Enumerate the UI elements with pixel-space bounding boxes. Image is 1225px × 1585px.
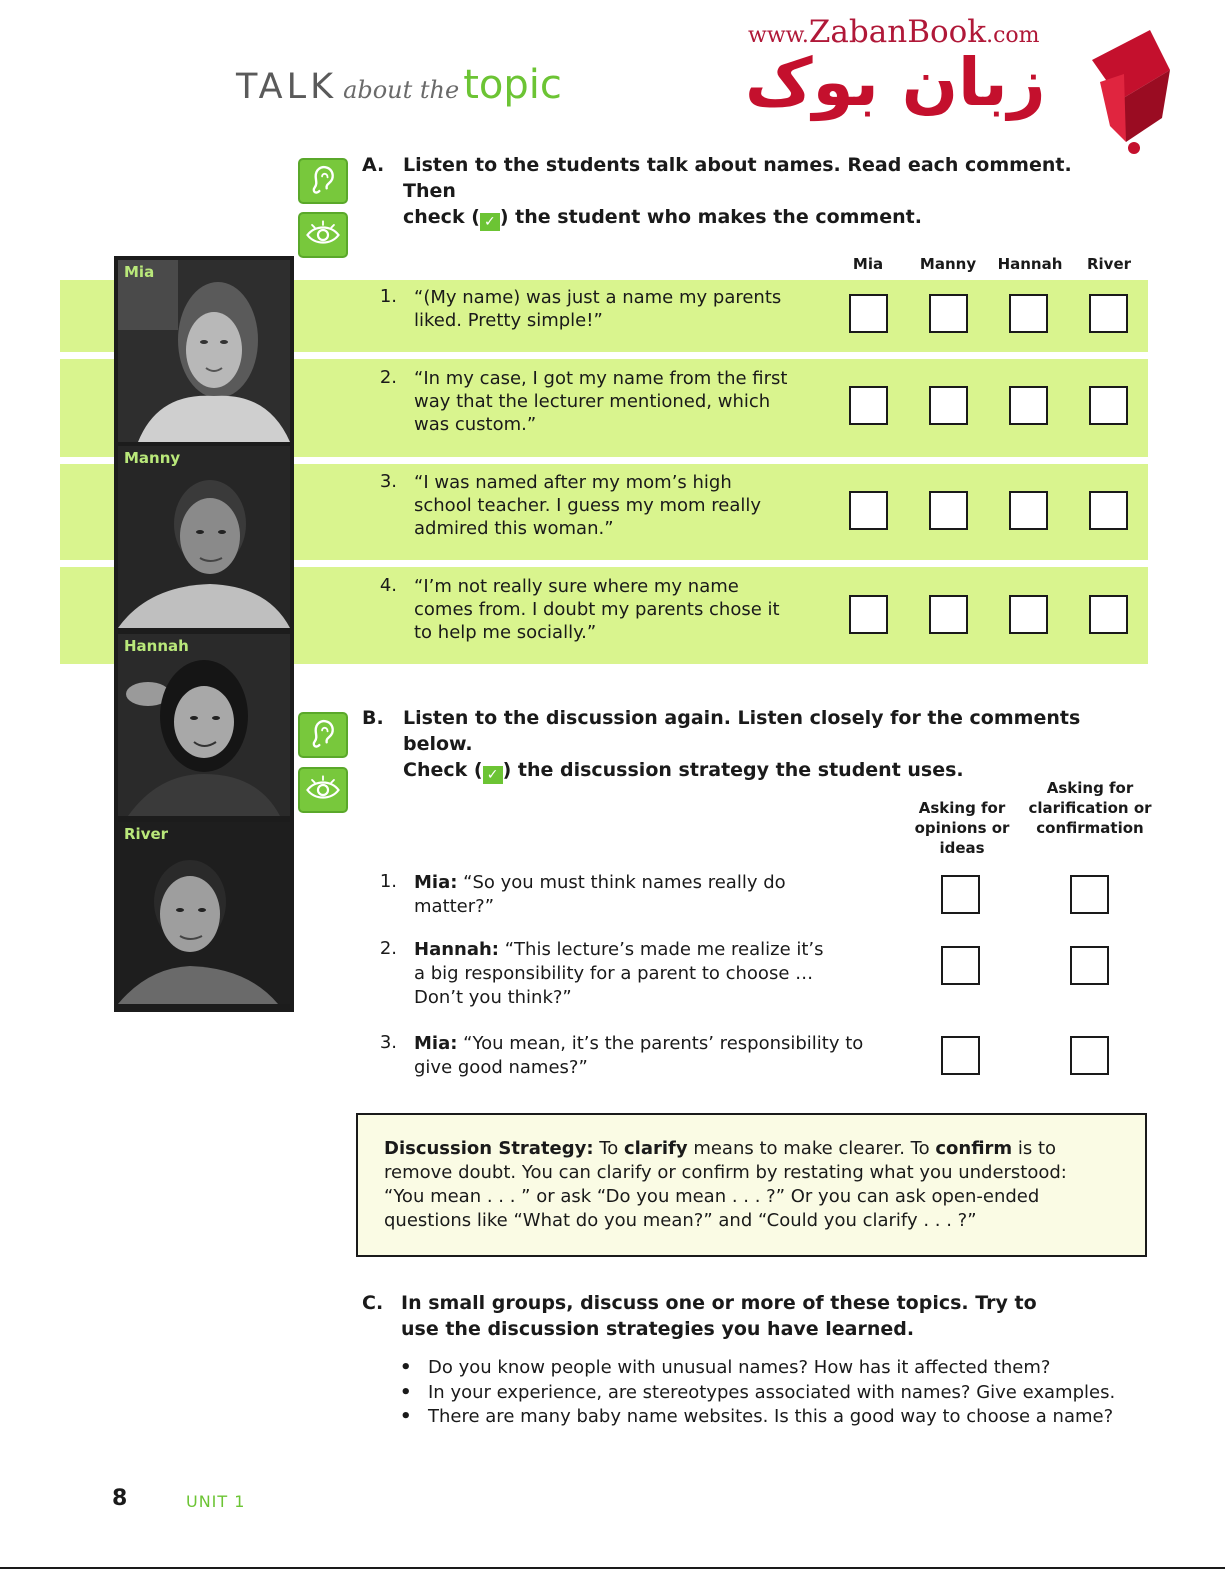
- strategy-clarify: clarify: [623, 1138, 688, 1159]
- watermark-logo: زبان بوک: [745, 44, 1046, 121]
- checkmark-icon: ✓: [480, 213, 500, 231]
- section-b-letter: B.: [362, 707, 384, 729]
- eye-icon: [298, 767, 348, 813]
- checkbox-b1-clarification[interactable]: [1070, 875, 1109, 914]
- title-about-the: about the: [343, 76, 460, 104]
- watermark-url-brand: ZabanBook: [808, 14, 987, 50]
- ear-icon: [298, 158, 348, 204]
- strategy-label: Discussion Strategy:: [384, 1138, 594, 1159]
- checkbox-4-river[interactable]: [1089, 595, 1128, 634]
- item-number: 3.: [379, 1032, 397, 1053]
- photo-hannah: [118, 634, 290, 816]
- checkbox-4-mia[interactable]: [849, 595, 888, 634]
- watermark-url-prefix: www.: [748, 23, 809, 48]
- checkbox-b3-opinions[interactable]: [941, 1036, 980, 1075]
- column-head-opinions: Asking for opinions or ideas: [914, 799, 1010, 857]
- student-label: River: [124, 825, 169, 843]
- checkmark-icon: ✓: [483, 766, 503, 784]
- section-a-instruction: [403, 152, 1103, 231]
- bottom-divider: [0, 1567, 1225, 1569]
- eye-icon: [298, 212, 348, 258]
- list-item: • There are many baby name websites. Is this a good way to choose a name?: [400, 1405, 1115, 1430]
- section-a-letter: A.: [362, 154, 385, 176]
- ear-icon: [298, 712, 348, 758]
- section-b-instruction-before: Check (: [403, 759, 483, 781]
- page-number: 8: [112, 1486, 128, 1511]
- checkbox-b3-clarification[interactable]: [1070, 1036, 1109, 1075]
- section-a-instruction-before: check (: [403, 206, 480, 228]
- student-photos: [114, 256, 294, 1012]
- checkbox-2-manny[interactable]: [929, 386, 968, 425]
- checkbox-3-hannah[interactable]: [1009, 491, 1048, 530]
- column-head-hannah: Hannah: [997, 255, 1063, 273]
- comment-text: “(My name) was just a name my parents liked. Pretty simple!”: [414, 287, 782, 331]
- photo-river: [118, 822, 290, 1004]
- speaker-name: Hannah:: [414, 939, 499, 960]
- column-head-river: River: [1086, 255, 1132, 273]
- checkbox-2-hannah[interactable]: [1009, 386, 1048, 425]
- checkbox-2-river[interactable]: [1089, 386, 1128, 425]
- item-number: 2.: [379, 367, 397, 388]
- watermark-url-suffix: .com: [986, 23, 1040, 48]
- comment-text: “So you must think names really do matter?”: [414, 872, 786, 917]
- strategy-text-1: To: [593, 1138, 624, 1159]
- section-c-letter: C.: [362, 1292, 384, 1314]
- checkbox-4-manny[interactable]: [929, 595, 968, 634]
- photo-mia: [118, 260, 290, 442]
- section-a-instruction-after: ) the student who makes the comment.: [499, 206, 922, 228]
- item-number: 3.: [379, 471, 397, 492]
- page-title: [236, 62, 562, 108]
- title-talk: TALK: [236, 67, 338, 107]
- discussion-strategy-box: [356, 1113, 1147, 1257]
- student-label: Mia: [124, 263, 155, 281]
- section-b-instruction-after: ) the discussion strategy the student uses.: [502, 759, 964, 781]
- discussion-comment: [414, 871, 814, 919]
- student-label: Hannah: [124, 637, 189, 655]
- section-c-instruction: In small groups, discuss one or more of these topics. Try to use the discussion strategies you have learned.: [401, 1292, 1037, 1340]
- comment-text: “I’m not really sure where my name comes from. I doubt my parents chose it to help me socially.”: [414, 576, 780, 643]
- list-item: • In your experience, are stereotypes associated with names? Give examples.: [400, 1381, 1115, 1406]
- checkbox-3-manny[interactable]: [929, 491, 968, 530]
- book-logo-icon: [1080, 30, 1172, 156]
- topic-list: [400, 1356, 1115, 1430]
- checkbox-1-mia[interactable]: [849, 294, 888, 333]
- section-a-instruction-line1: Listen to the students talk about names. Read each comment. Then: [403, 154, 1072, 202]
- discussion-strategy-text: [384, 1137, 1104, 1233]
- checkbox-3-river[interactable]: [1089, 491, 1128, 530]
- student-label: Manny: [124, 449, 181, 467]
- speaker-name: Mia:: [414, 872, 458, 893]
- comment-text: “In my case, I got my name from the first way that the lecturer mentioned, which was custom.”: [414, 368, 788, 435]
- unit-label: UNIT 1: [186, 1492, 246, 1511]
- checkbox-2-mia[interactable]: [849, 386, 888, 425]
- checkbox-1-river[interactable]: [1089, 294, 1128, 333]
- checkbox-3-mia[interactable]: [849, 491, 888, 530]
- strategy-text-2: means to make clearer. To: [687, 1138, 936, 1159]
- checkbox-1-hannah[interactable]: [1009, 294, 1048, 333]
- item-number: 2.: [379, 938, 397, 959]
- column-head-manny: Manny: [919, 255, 977, 273]
- item-number: 1.: [379, 286, 397, 307]
- column-head-mia: Mia: [852, 255, 884, 273]
- item-number: 4.: [379, 575, 397, 596]
- title-topic: topic: [463, 62, 562, 108]
- speaker-name: Mia:: [414, 1033, 458, 1054]
- checkbox-b2-clarification[interactable]: [1070, 946, 1109, 985]
- section-b-instruction: [403, 705, 1123, 784]
- checkbox-1-manny[interactable]: [929, 294, 968, 333]
- strategy-text-3: is to remove doubt. You can clarify or confirm by restating what you understood: “You mean . . . ” or ask “Do you mean . . . ?” Or you can ask open-ended questions like “What do you mean?” and “Could you clarify . . . ?”: [384, 1138, 1067, 1231]
- list-item: • Do you know people with unusual names? How has it affected them?: [400, 1356, 1115, 1381]
- comment-text: “You mean, it’s the parents’ responsibility to give good names?”: [414, 1033, 864, 1078]
- discussion-comment: [414, 938, 834, 1010]
- column-head-clarification: Asking for clarification or confirmation: [1028, 779, 1152, 837]
- photo-manny: [118, 446, 290, 628]
- comment-text: “I was named after my mom’s high school teacher. I guess my mom really admired this woman.”: [414, 472, 762, 539]
- checkbox-b1-opinions[interactable]: [941, 875, 980, 914]
- section-b-instruction-line1: Listen to the discussion again. Listen closely for the comments below.: [403, 707, 1081, 755]
- item-number: 1.: [379, 871, 397, 892]
- comment-text: “This lecture’s made me realize it’s a big responsibility for a parent to choose … Don’t you think?”: [414, 939, 824, 1008]
- checkbox-b2-opinions[interactable]: [941, 946, 980, 985]
- discussion-comment: [414, 1032, 864, 1080]
- strategy-confirm: confirm: [935, 1138, 1013, 1159]
- checkbox-4-hannah[interactable]: [1009, 595, 1048, 634]
